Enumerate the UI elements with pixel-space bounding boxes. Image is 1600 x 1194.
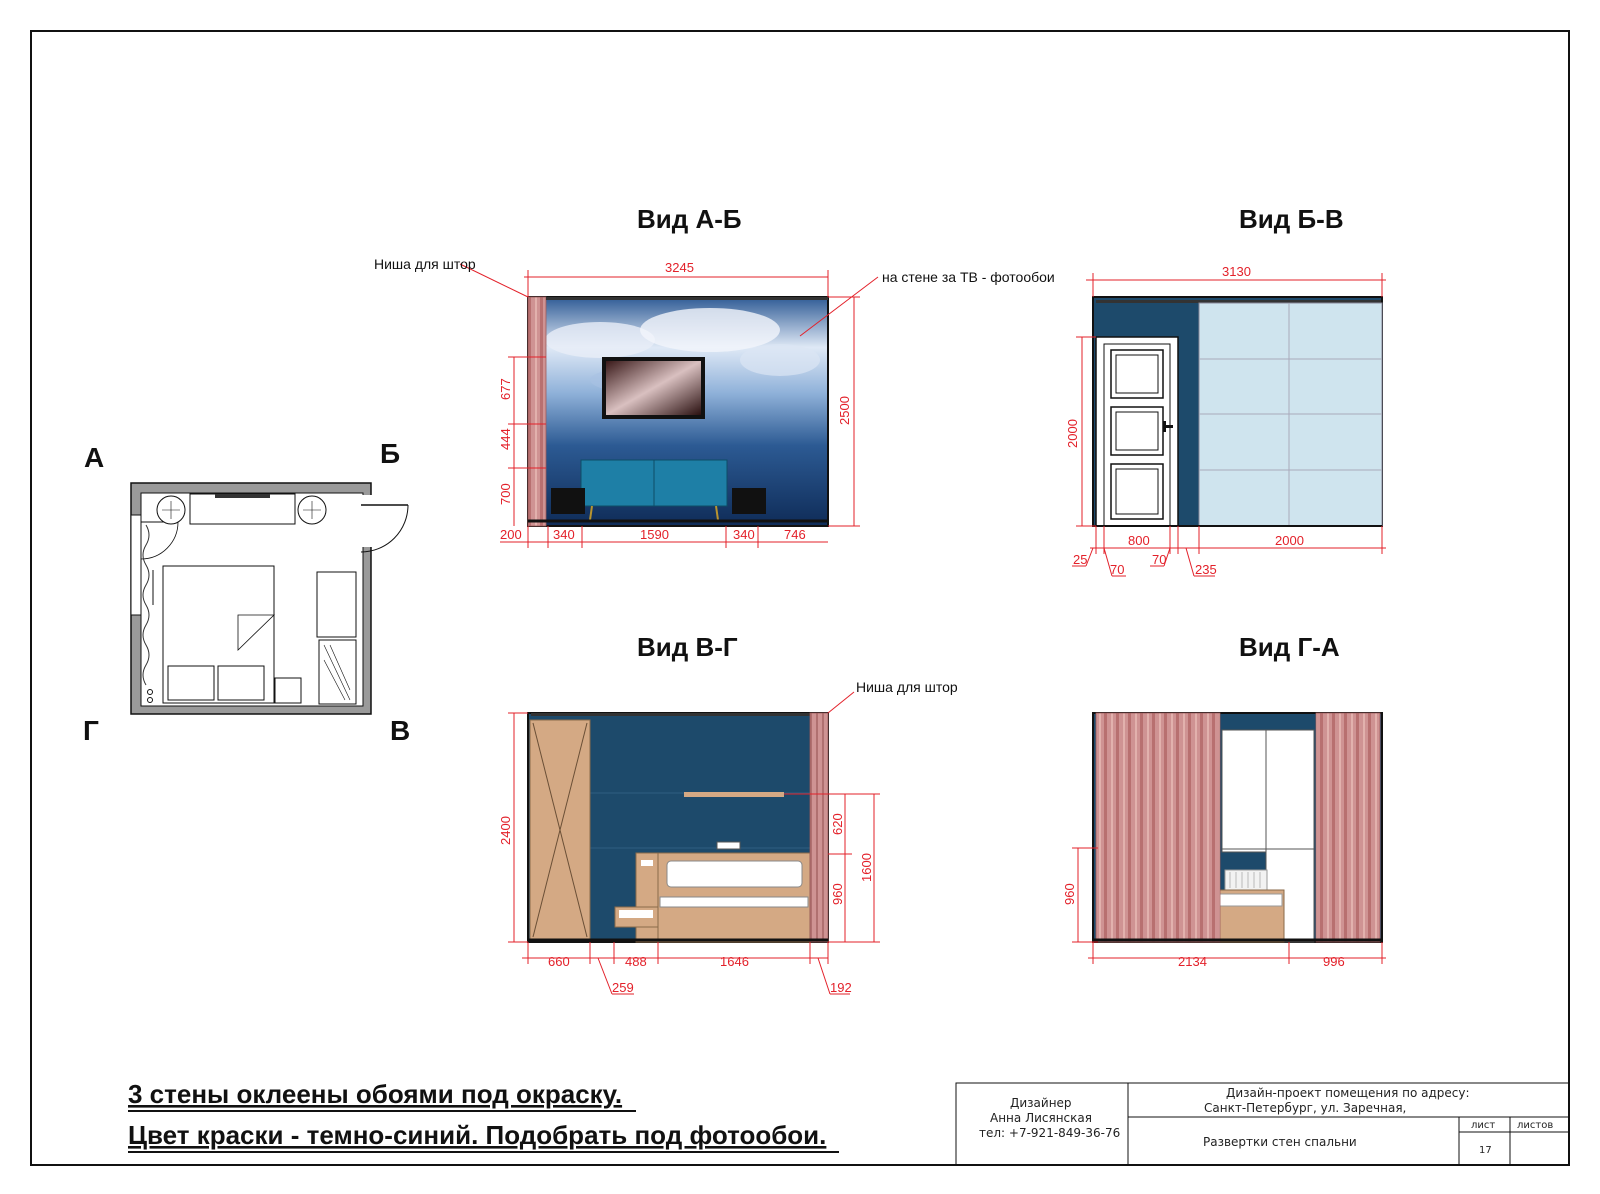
stamp-designer-phone: тел: +7-921-849-36-76 — [979, 1126, 1121, 1140]
nightstand-left — [551, 488, 585, 514]
plan-console — [190, 494, 295, 524]
dim-bv-door-height: 2000 — [1065, 419, 1080, 448]
stamp-designer-role: Дизайнер — [1010, 1096, 1072, 1110]
plan-window — [131, 515, 141, 615]
note-line-1: 3 стены оклеены обоями под окраску. — [128, 1079, 623, 1109]
view-ga-title: Вид Г-А — [1239, 632, 1340, 662]
dim-bv-s1: 25 — [1073, 552, 1088, 567]
nightstand-right — [732, 488, 766, 514]
dim-bv-door-width: 800 — [1128, 533, 1150, 548]
note-curtain-niche-ab: Ниша для штор — [374, 256, 476, 272]
dim-vg-b3: 1646 — [720, 954, 749, 969]
dim-bv-s4: 235 — [1195, 562, 1217, 577]
dim-ab-b2: 340 — [553, 527, 575, 542]
view-vg-title: Вид В-Г — [637, 632, 738, 662]
view-ab-title: Вид А-Б — [637, 204, 742, 234]
shelf-vg — [684, 792, 784, 797]
dim-ab-v3: 700 — [498, 483, 513, 505]
stamp-sheet-title: Развертки стен спальни — [1203, 1135, 1357, 1149]
view-bv-elevation — [1093, 297, 1382, 526]
dim-bv-width: 3130 — [1222, 264, 1251, 279]
dim-ga-b1: 2134 — [1178, 954, 1207, 969]
view-vg-elevation — [528, 713, 828, 942]
curtain-ga-right — [1316, 713, 1380, 942]
dim-ga-b2: 996 — [1323, 954, 1345, 969]
dim-vg-s2: 192 — [830, 980, 852, 995]
dim-ab-v2: 444 — [498, 428, 513, 450]
floor-plan — [131, 483, 408, 714]
stamp-project-line2: Санкт-Петербург, ул. Заречная, — [1204, 1101, 1407, 1115]
curtain-ga-left — [1096, 713, 1220, 942]
plan-pillow-left — [168, 666, 214, 700]
plan-letter-a: А — [84, 442, 105, 473]
plan-pillow-right — [218, 666, 264, 700]
stamp-sheet-label: лист — [1471, 1120, 1496, 1131]
window-left — [1222, 730, 1266, 852]
view-ga-elevation — [1093, 713, 1382, 942]
dim-vg-s1: 259 — [612, 980, 634, 995]
stamp-designer-name: Анна Лисянская — [990, 1111, 1092, 1125]
dim-ab-width: 3245 — [665, 260, 694, 275]
stamp-sheets-label: листов — [1517, 1120, 1554, 1131]
dim-bv-wardrobe-width: 2000 — [1275, 533, 1304, 548]
note-line-2: Цвет краски - темно-синий. Подобрать под фотообои. — [128, 1120, 827, 1150]
dim-ab-b4: 340 — [733, 527, 755, 542]
dim-ab-b3: 1590 — [640, 527, 669, 542]
dim-ab-b1: 200 — [500, 527, 522, 542]
dim-ab-v1: 677 — [498, 378, 513, 400]
plan-letter-g: Г — [83, 715, 99, 746]
curtain-ab — [528, 297, 546, 526]
plan-letter-b: Б — [380, 438, 401, 469]
view-bv-title: Вид Б-В — [1239, 204, 1344, 234]
dim-vg-b2: 488 — [625, 954, 647, 969]
dim-ab-b5: 746 — [784, 527, 806, 542]
stamp-project-line1: Дизайн-проект помещения по адресу: — [1226, 1086, 1470, 1100]
note-curtain-niche-vg: Ниша для штор — [856, 679, 958, 695]
dim-ab-height: 2500 — [837, 396, 852, 425]
note-photo-wallpaper: на стене за ТВ - фотообои — [882, 269, 1055, 285]
view-ab-elevation — [528, 297, 828, 526]
dim-vg-v1: 620 — [830, 813, 845, 835]
dim-ga-height: 960 — [1062, 883, 1077, 905]
bedside-vg — [636, 853, 658, 942]
dim-vg-b1: 660 — [548, 954, 570, 969]
dim-vg-v2: 960 — [830, 883, 845, 905]
dim-vg-height: 2400 — [498, 816, 513, 845]
radiator — [1225, 870, 1267, 890]
stamp-sheet-number: 17 — [1479, 1145, 1492, 1156]
dim-bv-s3: 70 — [1152, 552, 1167, 567]
curtain-vg — [810, 713, 828, 942]
plan-wardrobe — [319, 640, 356, 704]
plan-letter-v: В — [390, 715, 411, 746]
plan-desk — [317, 572, 356, 637]
dim-vg-total: 1600 — [859, 853, 874, 882]
dim-bv-s2: 70 — [1110, 562, 1125, 577]
